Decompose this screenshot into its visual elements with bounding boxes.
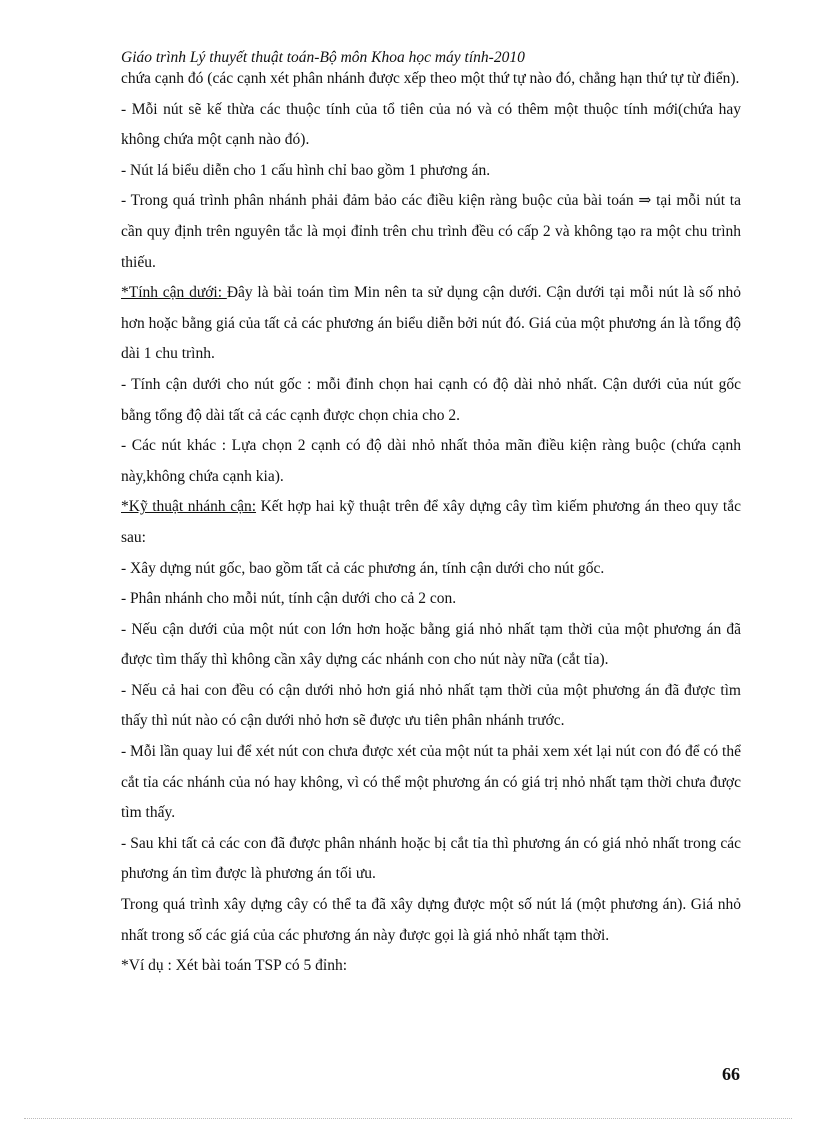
footer-divider: [24, 1118, 792, 1119]
section-branch-and-bound: *Kỹ thuật nhánh cận: Kết hợp hai kỹ thuật trên để xây dựng cây tìm kiếm phương án theo quy tắc sau:: [121, 498, 741, 546]
page-number: 66: [722, 1064, 740, 1084]
paragraph: - Trong quá trình phân nhánh phải đảm bảo các điều kiện ràng buộc của bài toán ⇒ tại mỗi nút ta cần quy định trên nguyên tắc là mọi đỉnh trên chu trình đều có cấp 2 và không tạo ra một chu trình thiếu.: [121, 192, 741, 271]
section-heading-branch-and-bound: *Kỹ thuật nhánh cận:: [121, 498, 257, 516]
page-header: Giáo trình Lý thuyết thuật toán-Bộ môn Khoa học máy tính-2010: [121, 49, 525, 66]
example-line: *Ví dụ : Xét bài toán TSP có 5 đỉnh:: [121, 957, 348, 975]
paragraph: Trong quá trình xây dựng cây có thể ta đã xây dựng được một số nút lá (một phương án). Giá nhỏ nhất trong số các giá của các phương án này được gọi là giá nhỏ nhất tạm thời.: [121, 896, 741, 944]
paragraph: - Nếu cận dưới của một nút con lớn hơn hoặc bằng giá nhỏ nhất tạm thời của một phương án đã được tìm thấy thì không cần xây dựng các nhánh con cho nút này nữa (cắt tỉa).: [121, 620, 741, 669]
section-lower-bound: *Tính cận dưới: Đây là bài toán tìm Min nên ta sử dụng cận dưới. Cận dưới tại mỗi nút là số nhỏ hơn hoặc bằng giá của tất cả các phương án biểu diễn bởi nút đó. Giá của một phương án là tổng độ dài 1 chu trình.: [121, 284, 741, 363]
paragraph: - Nếu cả hai con đều có cận dưới nhỏ hơn giá nhỏ nhất tạm thời của một phương án đã được tìm thấy thì nút nào có cận dưới nhỏ hơn sẽ được ưu tiên phân nhánh trước.: [121, 681, 741, 730]
paragraph: - Nút lá biểu diễn cho 1 cấu hình chỉ bao gồm 1 phương án.: [121, 161, 491, 179]
paragraph: - Sau khi tất cả các con đã được phân nhánh hoặc bị cắt tỉa thì phương án có giá nhỏ nhất trong các phương án tìm được là phương án tối ưu.: [121, 834, 741, 883]
paragraph: - Phân nhánh cho mỗi nút, tính cận dưới cho cả 2 con.: [121, 590, 457, 608]
section-heading-lower-bound: *Tính cận dưới:: [121, 284, 227, 302]
paragraph: - Mỗi nút sẽ kế thừa các thuộc tính của tổ tiên của nó và có thêm một thuộc tính mới(chứa hay không chứa một cạnh nào đó).: [121, 100, 741, 149]
paragraph: - Các nút khác : Lựa chọn 2 cạnh có độ dài nhỏ nhất thỏa mãn điều kiện ràng buộc (chứa cạnh này,không chứa cạnh kia).: [121, 437, 741, 485]
document-body: [121, 64, 741, 982]
paragraph: - Tính cận dưới cho nút gốc : mỗi đỉnh chọn hai cạnh có độ dài nhỏ nhất. Cận dưới của nút gốc bằng tổng độ dài tất cả các cạnh được chọn chia cho 2.: [121, 375, 741, 424]
paragraph: chứa cạnh đó (các cạnh xét phân nhánh được xếp theo một thứ tự nào đó, chẳng hạn thứ tự từ điển).: [121, 70, 740, 87]
paragraph: - Xây dựng nút gốc, bao gồm tất cả các phương án, tính cận dưới cho nút gốc.: [121, 559, 605, 577]
paragraph: - Mỗi lần quay lui để xét nút con chưa được xét của một nút ta phải xem xét lại nút con đó để có thể cắt tỉa các nhánh của nó hay không, vì có thể một phương án có giá trị nhỏ nhất tạm thời chưa được tìm thấy.: [121, 743, 741, 822]
